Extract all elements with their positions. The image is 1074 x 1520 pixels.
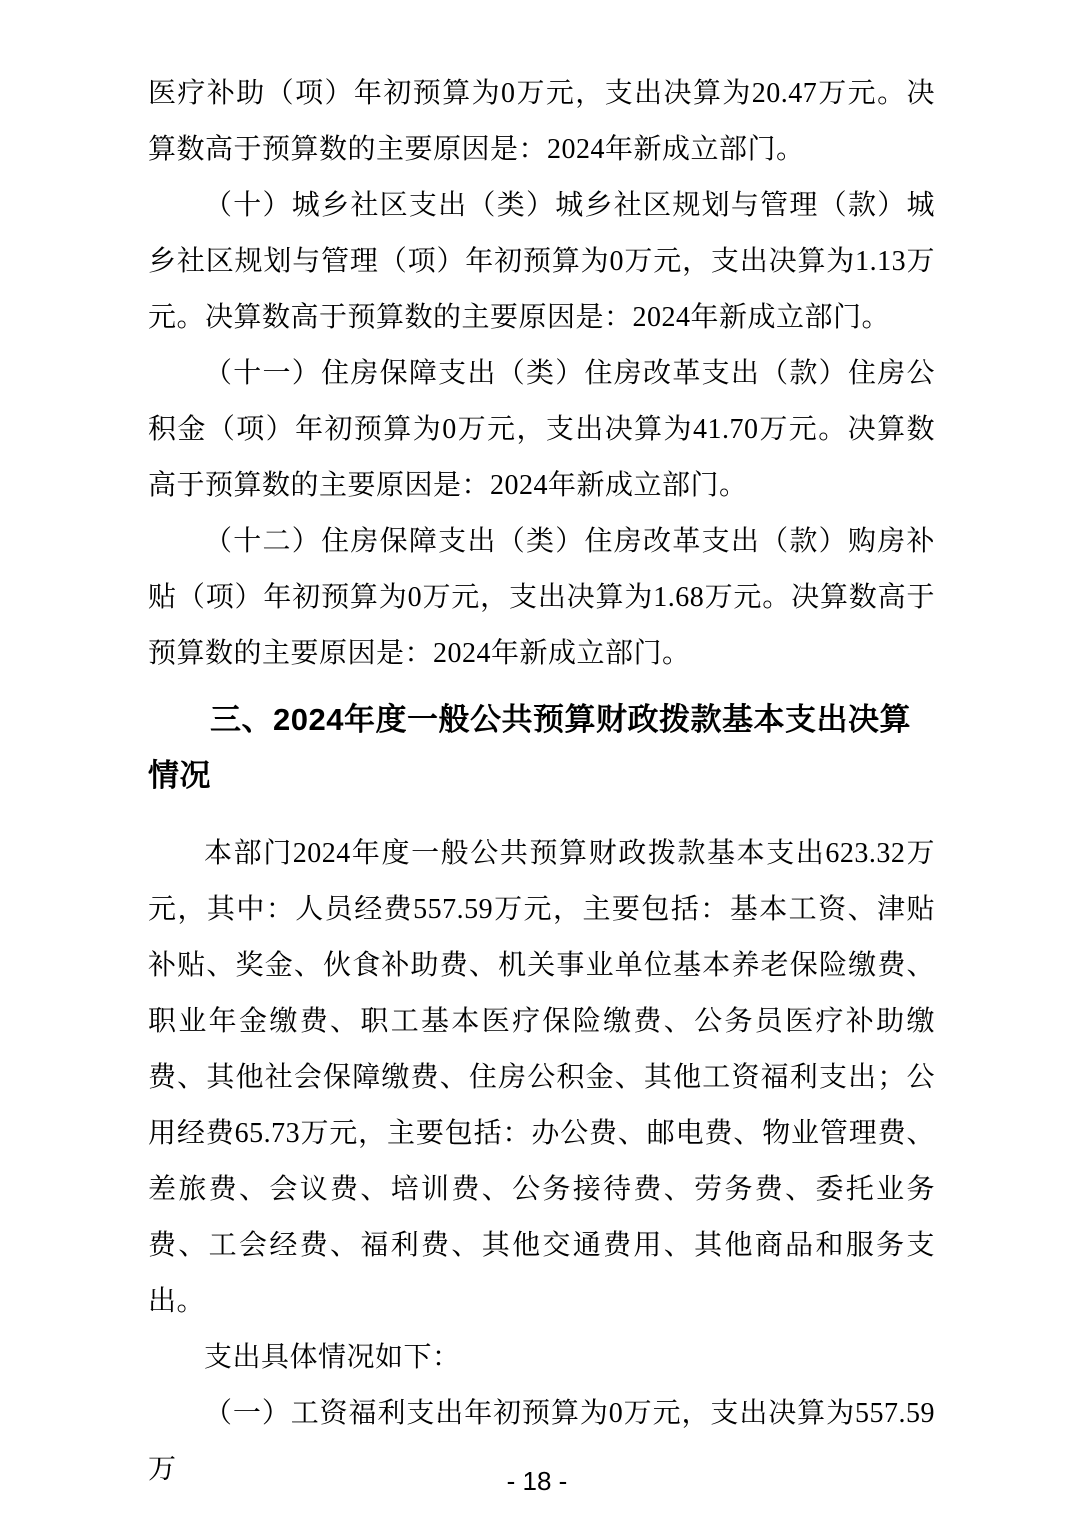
page-number: - 18 - <box>506 1466 568 1496</box>
paragraph-item-10-urban-rural-community: （十）城乡社区支出（类）城乡社区规划与管理（款）城乡社区规划与管理（项）年初预算为0万元，支出决算为1.13万元。决算数高于预算数的主要原因是：2024年新成立部门。 <box>148 190 935 333</box>
section-heading-basic-expenditure: 三、2024年度一般公共预算财政拨款基本支出决算情况 <box>148 702 911 793</box>
paragraph-details-intro: 支出具体情况如下： <box>204 1342 461 1373</box>
paragraph-medical-subsidy-continuation: 医疗补助（项）年初预算为0万元，支出决算为20.47万元。决算数高于预算数的主要原因是：2024年新成立部门。 <box>148 78 935 165</box>
paragraph-item-12-housing-subsidy: （十二）住房保障支出（类）住房改革支出（款）购房补贴（项）年初预算为0万元，支出决算为1.68万元。决算数高于预算数的主要原因是：2024年新成立部门。 <box>148 526 935 669</box>
paragraph-basic-expense-overview: 本部门2024年度一般公共预算财政拨款基本支出623.32万元，其中：人员经费557.59万元，主要包括：基本工资、津贴补贴、奖金、伙食补助费、机关事业单位基本养老保险缴费、职业年金缴费、职工基本医疗保险缴费、公务员医疗补助缴费、其他社会保障缴费、住房公积金、其他工资福利支出；公用经费65.73万元，主要包括：办公费、邮电费、物业管理费、差旅费、会议费、培训费、公务接待费、劳务费、委托业务费、工会经费、福利费、其他交通费用、其他商品和服务支出。 <box>148 838 935 1317</box>
paragraph-item-11-housing-fund: （十一）住房保障支出（类）住房改革支出（款）住房公积金（项）年初预算为0万元，支出决算为41.70万元。决算数高于预算数的主要原因是：2024年新成立部门。 <box>148 358 935 501</box>
paragraph-detail-item-1-salary-welfare: （一）工资福利支出年初预算为0万元，支出决算为557.59万 <box>148 1398 935 1485</box>
